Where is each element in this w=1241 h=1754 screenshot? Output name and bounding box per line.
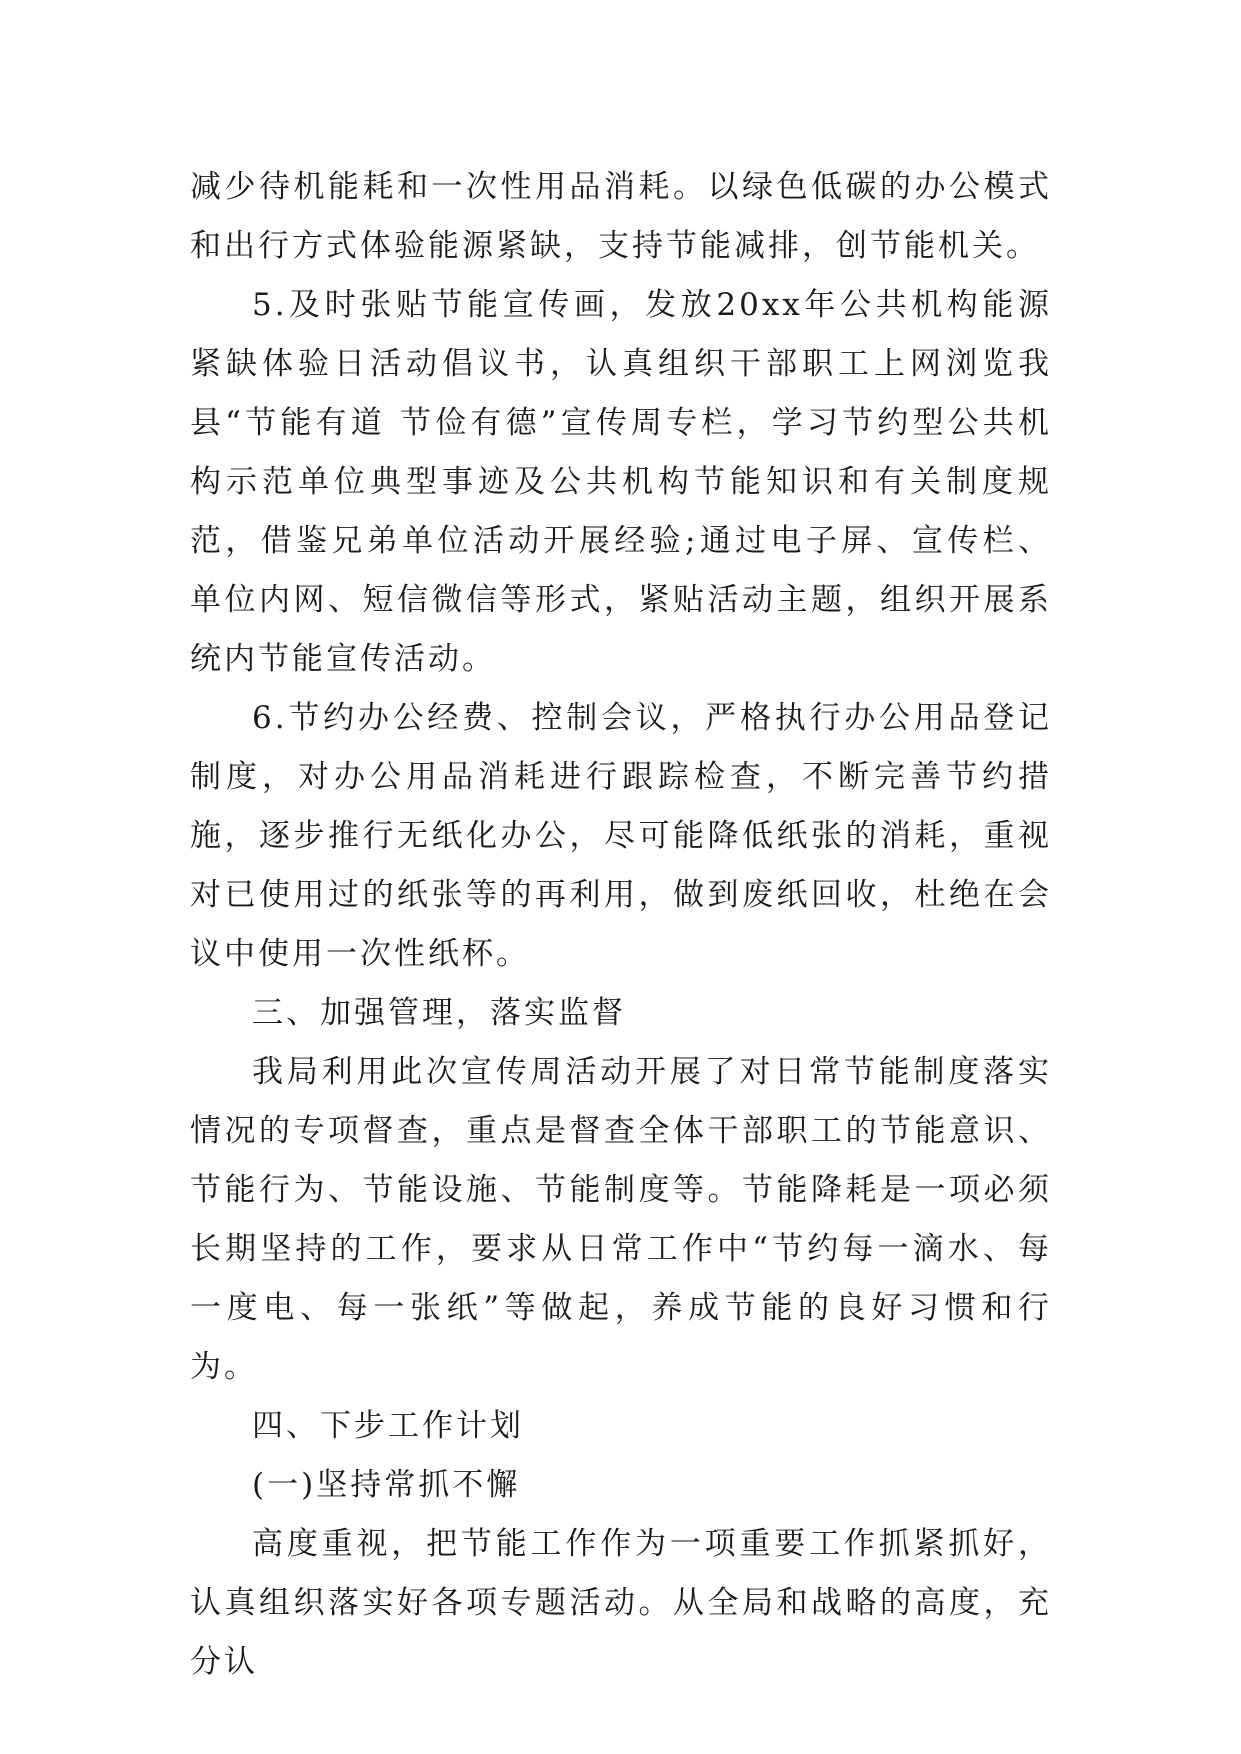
section-heading-3: 三、加强管理，落实监督 bbox=[252, 995, 626, 1031]
paragraph-supervision: 我局利用此次宣传周活动开展了对日常节能制度落实情况的专项督查，重点是督查全体干部职工的节能意识、节能行为、节能设施、节能制度等。节能降耗是一项必须长期坚持的工作，要求从日常工作中“节约每一滴水、每一度电、每一张纸”等做起，养成节能的良好习惯和行为。 bbox=[190, 1054, 1052, 1385]
paragraph-item-5: 5.及时张贴节能宣传画，发放20xx年公共机构能源紧缺体验日活动倡议书，认真组织干部职工上网浏览我县“节能有道 节俭有德”宣传周专栏，学习节约型公共机构示范单位典型事迹及公共机构节能知识和有关制度规范，借鉴兄弟单位活动开展经验;通过电子屏、宣传栏、单位内网、短信微信等形式，紧贴活动主题，组织开展系统内节能宣传活动。 bbox=[190, 287, 1052, 677]
paragraph-continuation: 减少待机能耗和一次性用品消耗。以绿色低碳的办公模式和出行方式体验能源紧缺，支持节能减排，创节能机关。 bbox=[190, 169, 1052, 264]
paragraph-item-6: 6.节约办公经费、控制会议，严格执行办公用品登记制度，对办公用品消耗进行跟踪检查，不断完善节约措施，逐步推行无纸化办公，尽可能降低纸张的消耗，重视对已使用过的纸张等的再利用，做到废纸回收，杜绝在会议中使用一次性纸杯。 bbox=[190, 700, 1052, 972]
document-body bbox=[190, 158, 1052, 1692]
section-heading-4: 四、下步工作计划 bbox=[252, 1408, 524, 1444]
paragraph-plan: 高度重视，把节能工作作为一项重要工作抓紧抓好，认真组织落实好各项专题活动。从全局和战略的高度，充分认 bbox=[190, 1526, 1052, 1680]
subsection-heading-1: (一)坚持常抓不懈 bbox=[252, 1467, 521, 1503]
